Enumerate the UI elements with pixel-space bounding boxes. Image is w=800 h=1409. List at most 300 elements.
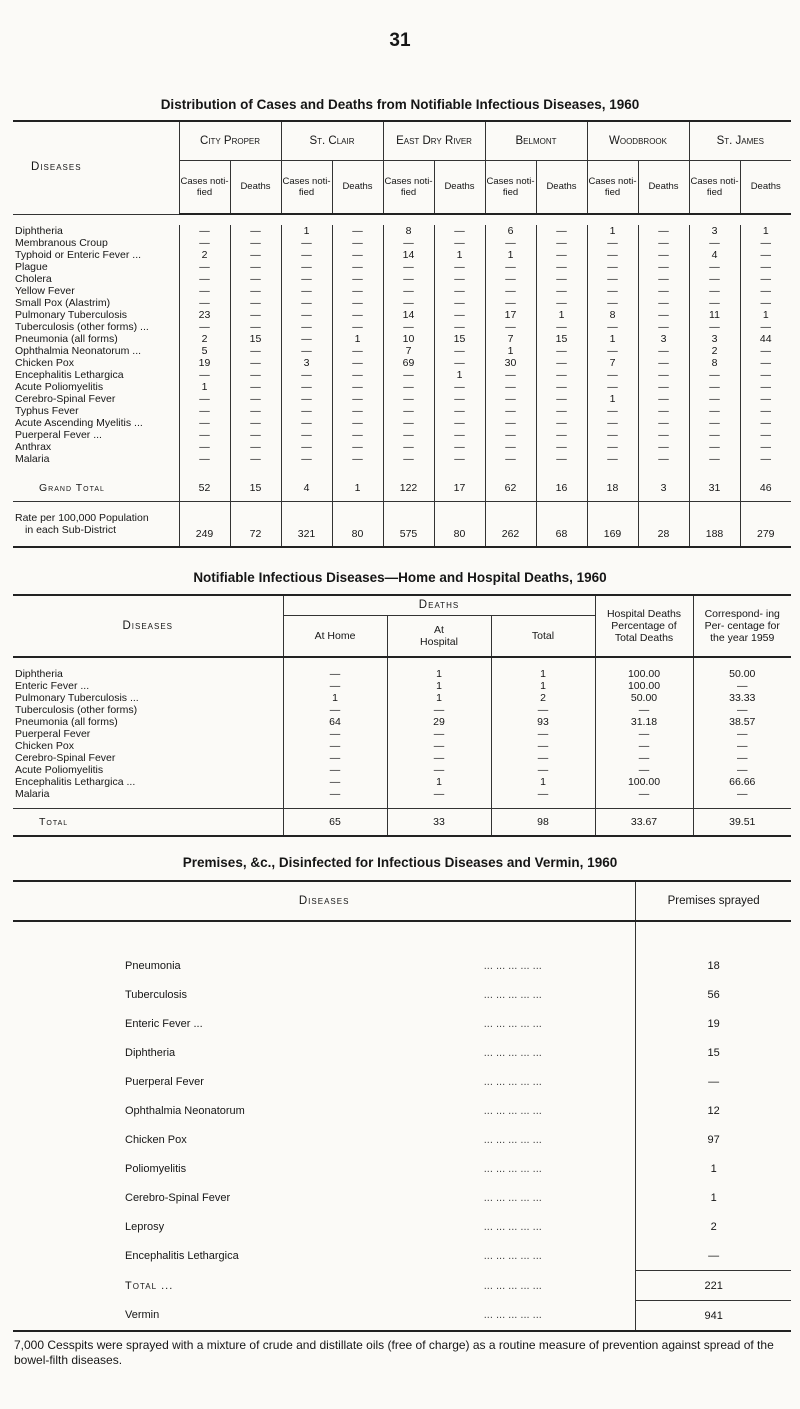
table-cell: — — [332, 441, 383, 453]
table-cell: 3 — [638, 475, 689, 502]
table-cell: — — [587, 345, 638, 357]
at-home-header: At Home — [283, 615, 387, 657]
premises-count: 2 — [636, 1212, 791, 1241]
table-cell: — — [740, 369, 791, 381]
disease-name: Chicken Pox — [125, 1133, 187, 1146]
table-cell: — — [383, 297, 434, 309]
table-cell: — — [387, 728, 491, 740]
table-cell: 1 — [387, 680, 491, 692]
table-cell: — — [491, 704, 595, 716]
table-cell: — — [485, 417, 536, 429]
table-cell: 1 — [491, 680, 595, 692]
table3-title: Premises, &c., Disinfected for Infectious Diseases and Vermin, 1960 — [182, 855, 618, 870]
corresponding-percentage-header: Correspond- ing Per- centage for the year 1959 — [693, 595, 791, 657]
table-cell: 33.33 — [693, 692, 791, 704]
table-cell: — — [179, 453, 230, 465]
table-cell: — — [740, 441, 791, 453]
table-cell: — — [230, 261, 281, 273]
table-row — [13, 321, 791, 333]
table-cell: — — [536, 237, 587, 249]
table-cell: — — [587, 273, 638, 285]
table-cell: — — [230, 297, 281, 309]
table-cell: — — [689, 369, 740, 381]
deaths-header: Deaths — [332, 161, 383, 215]
table-cell: — — [281, 453, 332, 465]
table-cell: — — [387, 704, 491, 716]
table-cell: — — [281, 285, 332, 297]
disease-name: Acute Ascending Myelitis ... — [15, 417, 143, 429]
table-cell: — — [434, 453, 485, 465]
table-cell: 15 — [230, 333, 281, 345]
table-cell: — — [283, 728, 387, 740]
table-cell: — — [638, 345, 689, 357]
table-cell: 14 — [383, 249, 434, 261]
premises-count: 1 — [636, 1183, 791, 1212]
table-cell: — — [740, 261, 791, 273]
table-cell: — — [283, 776, 387, 788]
table-cell: 68 — [536, 502, 587, 548]
table-cell: — — [387, 740, 491, 752]
table-cell: 1 — [740, 309, 791, 321]
table-cell: 1 — [281, 225, 332, 237]
table-cell: — — [332, 405, 383, 417]
table-cell: 29 — [387, 716, 491, 728]
table-row — [13, 728, 791, 740]
leader-dots: ... ... ... ... ... — [483, 959, 542, 972]
rate-label-line: in each Sub-District — [25, 524, 117, 536]
table-cell: 30 — [485, 357, 536, 369]
cases-notified-header: Cases noti- fied — [689, 161, 740, 215]
table-cell: — — [283, 740, 387, 752]
deaths-header: Deaths — [536, 161, 587, 215]
table-cell: 1 — [387, 668, 491, 680]
cases-notified-header: Cases noti- fied — [179, 161, 230, 215]
table-cell: — — [689, 273, 740, 285]
table-cell: 169 — [587, 502, 638, 548]
table-cell: — — [491, 788, 595, 800]
table-cell: 62 — [485, 475, 536, 502]
table-cell: — — [536, 453, 587, 465]
rate-row — [13, 502, 791, 548]
table-cell: — — [230, 357, 281, 369]
cases-notified-header: Cases noti- fied — [281, 161, 332, 215]
table1-title: Distribution of Cases and Deaths from Notifiable Infectious Diseases, 1960 — [160, 97, 640, 112]
premises-sprayed-header: Premises sprayed — [636, 881, 791, 921]
table-cell: 31.18 — [595, 716, 693, 728]
table-cell: — — [638, 297, 689, 309]
table-cell: 8 — [383, 225, 434, 237]
table-cell: — — [281, 237, 332, 249]
table-cell: 3 — [689, 333, 740, 345]
table-cell: — — [536, 225, 587, 237]
table-cell: — — [595, 704, 693, 716]
hospital-percentage-header: Hospital Deaths Percentage of Total Deaths — [595, 595, 693, 657]
table-cell: — — [689, 417, 740, 429]
table-row — [13, 405, 791, 417]
table-cell: — — [434, 357, 485, 369]
table-row — [13, 764, 791, 776]
disease-name: Enteric Fever ... — [125, 1017, 203, 1030]
table-cell: — — [230, 417, 281, 429]
table-cell: — — [485, 429, 536, 441]
table-cell: — — [693, 764, 791, 776]
table-cell: — — [536, 297, 587, 309]
table-cell: — — [536, 393, 587, 405]
page-number: 31 — [389, 30, 411, 51]
district-header: St. James — [689, 121, 791, 161]
table-cell: — — [536, 369, 587, 381]
cases-notified-header: Cases noti- fied — [485, 161, 536, 215]
table-cell: 15 — [536, 333, 587, 345]
table-cell: — — [595, 764, 693, 776]
table-cell: — — [485, 297, 536, 309]
table-cell: 2 — [179, 249, 230, 261]
table-cell: — — [281, 381, 332, 393]
table-cell: — — [281, 417, 332, 429]
table-cell: 100.00 — [595, 680, 693, 692]
table-cell: — — [387, 752, 491, 764]
disease-name: Total ... — [125, 1279, 174, 1292]
table-cell: 16 — [536, 475, 587, 502]
total-label: Total — [13, 809, 283, 837]
table-cell: — — [587, 405, 638, 417]
leader-dots: ... ... ... ... ... — [483, 1162, 542, 1175]
disease-name: Tuberculosis — [125, 988, 187, 1001]
table-cell: — — [179, 405, 230, 417]
table-cell: 7 — [383, 345, 434, 357]
leader-dots: ... ... ... ... ... — [483, 1191, 542, 1204]
table-cell: 8 — [689, 357, 740, 369]
table-cell: 11 — [689, 309, 740, 321]
table-cell: — — [485, 405, 536, 417]
table-cell: — — [383, 261, 434, 273]
table-cell: — — [383, 441, 434, 453]
disease-name: Leprosy — [125, 1220, 165, 1233]
deaths-header: Deaths — [230, 161, 281, 215]
premises-count: 15 — [636, 1038, 791, 1067]
table-row — [13, 273, 791, 285]
table-cell: — — [638, 393, 689, 405]
table-cell: 10 — [383, 333, 434, 345]
table-cell: 279 — [740, 502, 791, 548]
disease-name: Ophthalmia Neonatorum — [125, 1104, 245, 1117]
diseases-header: Diseases — [13, 121, 179, 214]
table-cell: — — [179, 441, 230, 453]
diseases-header: Diseases — [13, 881, 636, 921]
table-row — [13, 1271, 791, 1301]
table-cell: — — [434, 321, 485, 333]
table-cell: 2 — [179, 333, 230, 345]
table-cell: — — [434, 237, 485, 249]
table-cell: — — [281, 441, 332, 453]
table-cell: — — [434, 225, 485, 237]
table-cell: — — [485, 393, 536, 405]
table-cell: — — [434, 345, 485, 357]
table-cell: — — [281, 393, 332, 405]
disease-name: Typhus Fever — [15, 405, 79, 417]
table-cell: — — [383, 417, 434, 429]
table-cell: — — [230, 369, 281, 381]
table-row — [13, 951, 791, 980]
table-row — [13, 1038, 791, 1067]
table-cell: — — [689, 381, 740, 393]
table-row — [13, 1154, 791, 1183]
disease-name: Yellow Fever — [15, 285, 75, 297]
table-cell: 98 — [491, 809, 595, 837]
table-cell: 3 — [689, 225, 740, 237]
table-cell: 15 — [434, 333, 485, 345]
table-cell: — — [179, 393, 230, 405]
table-row — [13, 716, 791, 728]
table-cell: 80 — [332, 502, 383, 548]
disease-name: Pneumonia (all forms) — [15, 716, 118, 728]
table-cell: — — [281, 345, 332, 357]
table-cell: 4 — [689, 249, 740, 261]
table-cell: 249 — [179, 502, 230, 548]
table-cell: 8 — [587, 309, 638, 321]
leader-dots: ... ... ... ... ... — [483, 1249, 542, 1262]
disease-name: Diphtheria — [15, 225, 63, 237]
disease-name: Membranous Croup — [15, 237, 108, 249]
table-cell: 39.51 — [693, 809, 791, 837]
table-cell: — — [230, 453, 281, 465]
table-cell: — — [689, 321, 740, 333]
table-cell: 7 — [587, 357, 638, 369]
table-cell: 46 — [740, 475, 791, 502]
table-cell: — — [689, 237, 740, 249]
table-cell: — — [689, 297, 740, 309]
table-cell: — — [179, 285, 230, 297]
leader-dots: ... ... ... ... ... — [483, 988, 542, 1001]
table-cell: — — [485, 237, 536, 249]
disease-name: Pneumonia — [125, 959, 181, 972]
table-cell: 44 — [740, 333, 791, 345]
table-cell: — — [536, 321, 587, 333]
table-row — [13, 980, 791, 1009]
deaths-header: Deaths — [638, 161, 689, 215]
table-cell: — — [740, 417, 791, 429]
table-row — [13, 1067, 791, 1096]
leader-dots: ... ... ... ... ... — [483, 1309, 542, 1322]
table-cell: — — [638, 309, 689, 321]
table-row — [13, 333, 791, 345]
table-row — [13, 788, 791, 800]
premises-count: — — [636, 1241, 791, 1271]
cases-notified-header: Cases noti- fied — [383, 161, 434, 215]
table-cell: — — [689, 261, 740, 273]
table-cell: — — [434, 393, 485, 405]
table-cell: 66.66 — [693, 776, 791, 788]
disease-name: Small Pox (Alastrim) — [15, 297, 111, 309]
table-row — [13, 668, 791, 680]
table-cell: — — [638, 417, 689, 429]
table-cell: — — [230, 309, 281, 321]
table-cell: — — [536, 357, 587, 369]
table-cell: — — [638, 321, 689, 333]
table-cell: 1 — [434, 249, 485, 261]
table-cell: — — [638, 249, 689, 261]
table-cell: — — [230, 429, 281, 441]
table-cell: — — [485, 453, 536, 465]
table-cell: — — [587, 237, 638, 249]
rate-label-line: Rate per 100,000 Population — [15, 512, 149, 524]
diseases-header: Diseases — [13, 595, 283, 657]
table-cell: — — [383, 453, 434, 465]
table-cell: — — [283, 704, 387, 716]
table-cell: 1 — [740, 225, 791, 237]
deaths-header: Deaths — [283, 595, 595, 615]
table-cell: — — [383, 285, 434, 297]
home-hospital-deaths-table — [13, 594, 791, 837]
premises-count: 97 — [636, 1125, 791, 1154]
disease-name: Puerperal Fever — [125, 1075, 204, 1088]
leader-dots: ... ... ... ... ... — [483, 1279, 542, 1292]
table-cell: 188 — [689, 502, 740, 548]
table-cell: — — [587, 297, 638, 309]
table-cell: — — [383, 321, 434, 333]
table-cell: — — [230, 285, 281, 297]
table-cell: — — [230, 237, 281, 249]
table-cell: — — [587, 441, 638, 453]
table-cell: 2 — [689, 345, 740, 357]
table-cell: — — [536, 345, 587, 357]
table-cell: — — [434, 309, 485, 321]
disease-name: Tuberculosis (other forms) — [15, 704, 138, 716]
disease-name: Diphtheria — [125, 1046, 176, 1059]
table-cell: — — [230, 393, 281, 405]
table-cell: — — [638, 453, 689, 465]
premises-sprayed-table — [13, 880, 791, 1332]
district-header: City Proper — [179, 121, 281, 161]
table-cell: — — [283, 752, 387, 764]
table-cell: — — [485, 381, 536, 393]
table-cell: — — [383, 273, 434, 285]
deaths-header: Deaths — [434, 161, 485, 215]
table-cell: — — [638, 369, 689, 381]
table-row — [13, 740, 791, 752]
table-cell: — — [434, 273, 485, 285]
table-cell: 321 — [281, 502, 332, 548]
table-cell: — — [740, 273, 791, 285]
table-cell: — — [283, 680, 387, 692]
table-cell: 17 — [434, 475, 485, 502]
table-cell: — — [536, 429, 587, 441]
distribution-table — [13, 120, 791, 548]
table-cell: 1 — [332, 475, 383, 502]
table-cell: 262 — [485, 502, 536, 548]
table-cell: 3 — [281, 357, 332, 369]
table-cell: — — [332, 345, 383, 357]
leader-dots: ... ... ... ... ... — [483, 1220, 542, 1233]
table-row — [13, 261, 791, 273]
table-cell: — — [281, 261, 332, 273]
table-cell: 14 — [383, 309, 434, 321]
table-cell: 38.57 — [693, 716, 791, 728]
table-cell: 4 — [281, 475, 332, 502]
table-cell: — — [383, 393, 434, 405]
table-cell: — — [281, 333, 332, 345]
leader-dots: ... ... ... ... ... — [483, 1075, 542, 1088]
table-cell: — — [536, 405, 587, 417]
table-cell: — — [179, 417, 230, 429]
leader-dots: ... ... ... ... ... — [483, 1104, 542, 1117]
table-row — [13, 1183, 791, 1212]
table-cell: — — [740, 381, 791, 393]
table-cell: 1 — [387, 692, 491, 704]
disease-name: Plague — [15, 261, 48, 273]
table-row — [13, 237, 791, 249]
table-cell: — — [587, 321, 638, 333]
table-cell: — — [693, 788, 791, 800]
table-cell: — — [434, 429, 485, 441]
table-row — [13, 692, 791, 704]
table-cell: — — [587, 249, 638, 261]
disease-name: Cerebro-Spinal Fever — [15, 752, 116, 764]
table-cell: 7 — [485, 333, 536, 345]
table-cell: — — [595, 788, 693, 800]
table-cell: — — [383, 237, 434, 249]
table-cell: — — [332, 249, 383, 261]
table-cell: — — [689, 285, 740, 297]
table-cell: — — [693, 752, 791, 764]
table-cell: — — [283, 788, 387, 800]
table-cell: — — [434, 405, 485, 417]
table-cell: — — [179, 237, 230, 249]
table-cell: — — [230, 345, 281, 357]
table-cell: — — [230, 405, 281, 417]
table-cell: — — [332, 237, 383, 249]
table-cell: — — [587, 381, 638, 393]
table-cell: 100.00 — [595, 776, 693, 788]
table-cell: 1 — [485, 345, 536, 357]
premises-count: 19 — [636, 1009, 791, 1038]
table-cell: — — [383, 369, 434, 381]
table-cell: — — [485, 261, 536, 273]
table-cell: 122 — [383, 475, 434, 502]
district-header: Woodbrook — [587, 121, 689, 161]
footnote: 7,000 Cesspits were sprayed with a mixture of crude and distillate oils (free of charge) as a routine measure of prevention against spread of the bowel-filth diseases. — [14, 1338, 774, 1367]
table-cell: — — [230, 381, 281, 393]
table-cell: — — [638, 261, 689, 273]
table-cell: — — [536, 381, 587, 393]
table-cell: — — [230, 273, 281, 285]
table-cell: — — [332, 393, 383, 405]
table-cell: 64 — [283, 716, 387, 728]
table-cell: 1 — [179, 381, 230, 393]
table-cell: 18 — [587, 475, 638, 502]
table-row — [13, 704, 791, 716]
table-cell: — — [332, 369, 383, 381]
premises-count: 12 — [636, 1096, 791, 1125]
table-cell: 50.00 — [693, 668, 791, 680]
table-cell: 69 — [383, 357, 434, 369]
table-cell: 1 — [587, 225, 638, 237]
table-cell: 3 — [638, 333, 689, 345]
table-cell: 1 — [491, 668, 595, 680]
table-cell: — — [281, 309, 332, 321]
table-cell: — — [693, 728, 791, 740]
grand-total-label: Grand Total — [13, 475, 179, 502]
table-cell: 1 — [434, 369, 485, 381]
disease-name: Poliomyelitis — [125, 1162, 187, 1175]
table-cell: — — [740, 429, 791, 441]
table-cell: — — [283, 764, 387, 776]
table-cell: — — [693, 740, 791, 752]
table-cell: — — [587, 369, 638, 381]
table-cell: — — [587, 261, 638, 273]
table-row — [13, 776, 791, 788]
table-cell: — — [689, 429, 740, 441]
